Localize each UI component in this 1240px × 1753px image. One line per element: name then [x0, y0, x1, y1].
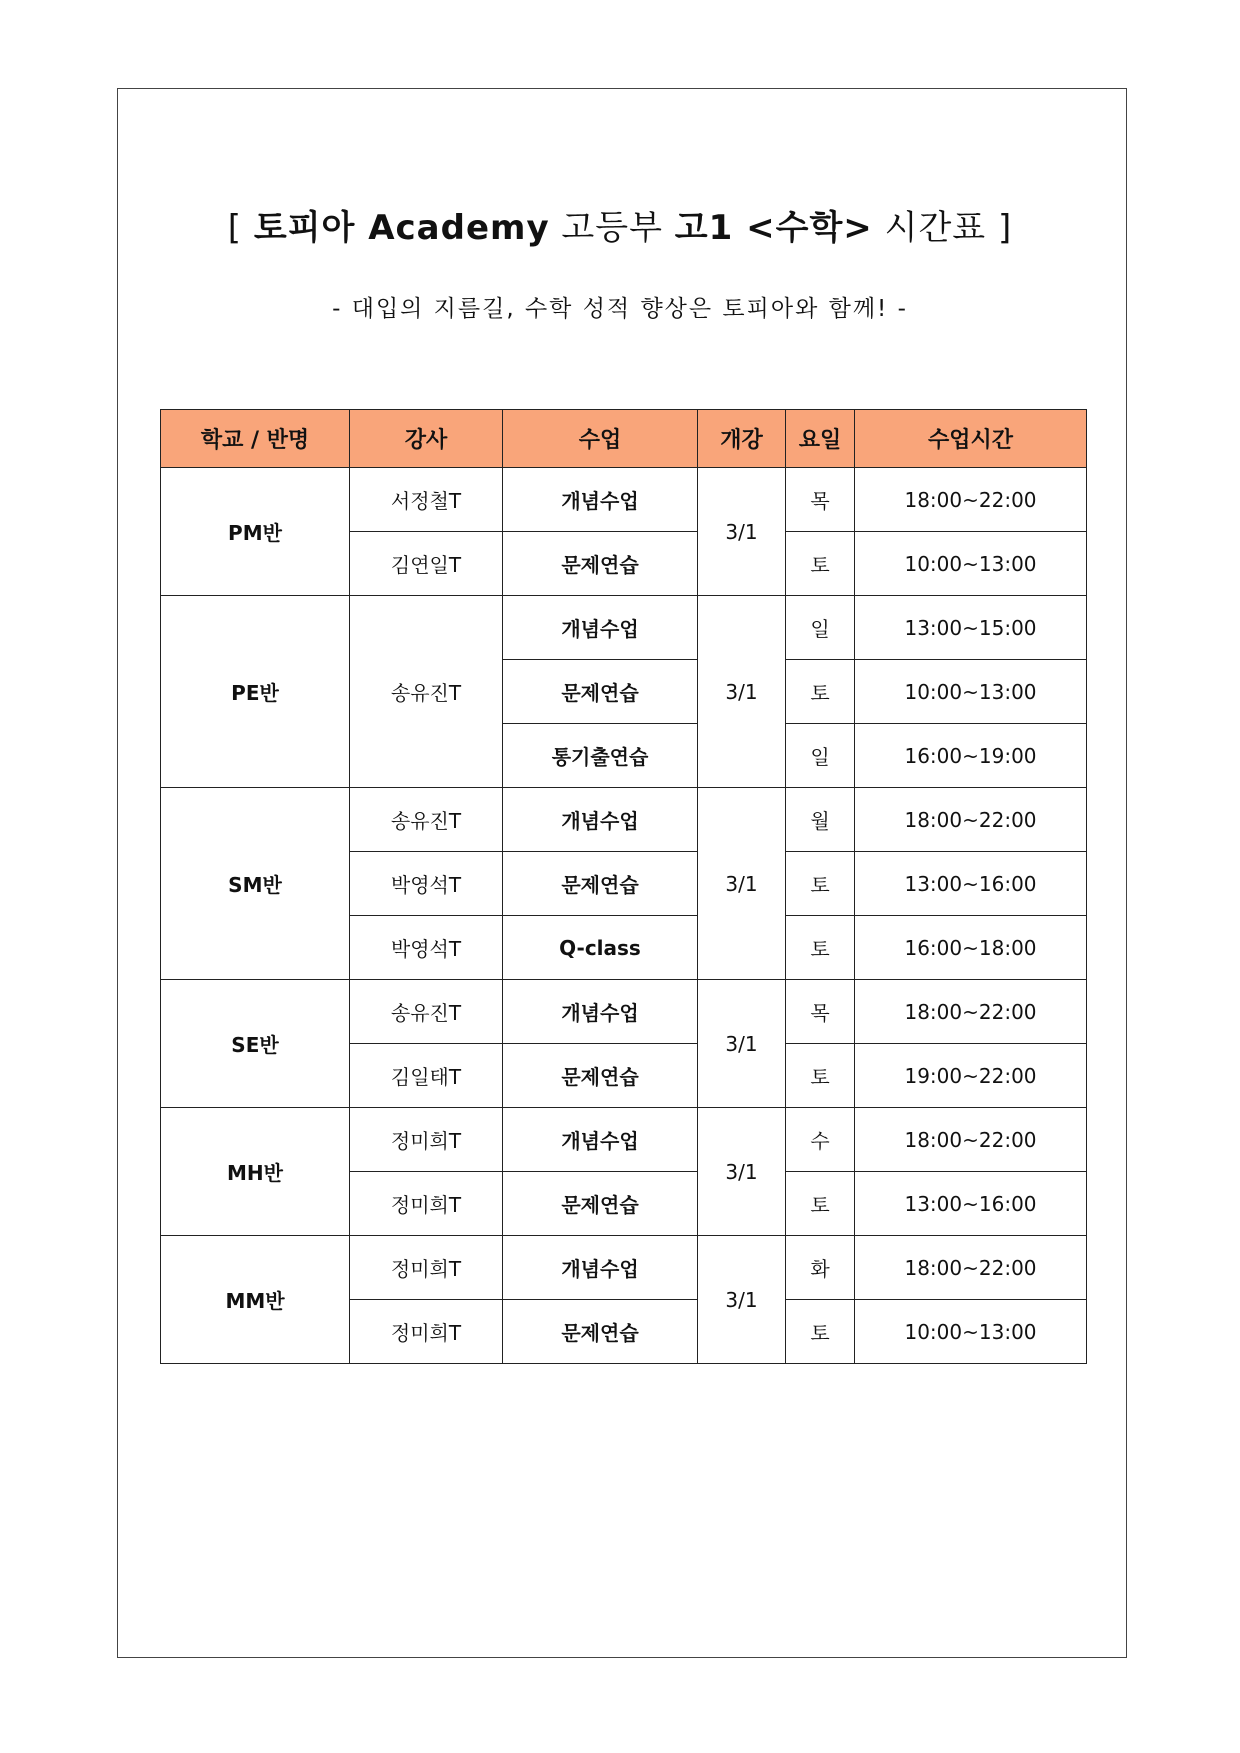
start-date-cell: 3/1	[698, 596, 786, 788]
time-cell: 18:00~22:00	[855, 468, 1087, 532]
time-cell: 10:00~13:00	[855, 532, 1087, 596]
header-teacher: 강사	[350, 410, 503, 468]
table-row	[161, 980, 1087, 1044]
day-cell: 토	[786, 1044, 855, 1108]
day-cell: 목	[786, 468, 855, 532]
day-cell: 화	[786, 1236, 855, 1300]
time-cell: 16:00~18:00	[855, 916, 1087, 980]
schedule-table	[160, 409, 1087, 1364]
class-name-cell: SE반	[161, 980, 350, 1108]
table-row	[161, 596, 1087, 660]
title-bracket-open: [	[227, 208, 254, 248]
start-date-cell: 3/1	[698, 1236, 786, 1364]
day-cell: 일	[786, 596, 855, 660]
teacher-cell: 박영석T	[350, 916, 503, 980]
title-brand: 토피아 Academy	[253, 208, 550, 248]
page-subtitle: - 대입의 지름길, 수학 성적 향상은 토피아와 함께! -	[332, 296, 908, 322]
time-cell: 10:00~13:00	[855, 1300, 1087, 1364]
lesson-cell: 개념수업	[503, 468, 698, 532]
lesson-cell: 문제연습	[503, 1044, 698, 1108]
lesson-cell: 문제연습	[503, 660, 698, 724]
lesson-cell: 문제연습	[503, 1300, 698, 1364]
title-grade-subject: 고1 <수학>	[674, 208, 873, 248]
teacher-cell: 정미희T	[350, 1236, 503, 1300]
lesson-cell: 문제연습	[503, 852, 698, 916]
title-bracket-close: ]	[997, 208, 1013, 248]
teacher-cell: 정미희T	[350, 1300, 503, 1364]
teacher-cell: 송유진T	[350, 980, 503, 1044]
time-cell: 13:00~15:00	[855, 596, 1087, 660]
time-cell: 16:00~19:00	[855, 724, 1087, 788]
day-cell: 토	[786, 660, 855, 724]
time-cell: 13:00~16:00	[855, 1172, 1087, 1236]
teacher-cell: 박영석T	[350, 852, 503, 916]
lesson-cell: 개념수업	[503, 596, 698, 660]
class-name-cell: MM반	[161, 1236, 350, 1364]
start-date-cell: 3/1	[698, 468, 786, 596]
lesson-cell: 문제연습	[503, 532, 698, 596]
day-cell: 토	[786, 1300, 855, 1364]
start-date-cell: 3/1	[698, 788, 786, 980]
lesson-cell: 개념수업	[503, 1108, 698, 1172]
table-row	[161, 1236, 1087, 1300]
teacher-cell: 서정철T	[350, 468, 503, 532]
day-cell: 수	[786, 1108, 855, 1172]
lesson-cell: 개념수업	[503, 1236, 698, 1300]
day-cell: 토	[786, 1172, 855, 1236]
lesson-cell: 개념수업	[503, 980, 698, 1044]
teacher-cell: 송유진T	[350, 596, 503, 788]
lesson-cell: 개념수업	[503, 788, 698, 852]
lesson-cell: 문제연습	[503, 1172, 698, 1236]
day-cell: 토	[786, 532, 855, 596]
time-cell: 13:00~16:00	[855, 852, 1087, 916]
class-name-cell: PE반	[161, 596, 350, 788]
day-cell: 일	[786, 724, 855, 788]
table-row	[161, 468, 1087, 532]
time-cell: 18:00~22:00	[855, 980, 1087, 1044]
lesson-cell: 통기출연습	[503, 724, 698, 788]
start-date-cell: 3/1	[698, 980, 786, 1108]
day-cell: 월	[786, 788, 855, 852]
start-date-cell: 3/1	[698, 1108, 786, 1236]
lesson-cell: Q-class	[503, 916, 698, 980]
time-cell: 18:00~22:00	[855, 788, 1087, 852]
teacher-cell: 송유진T	[350, 788, 503, 852]
teacher-cell: 김일태T	[350, 1044, 503, 1108]
table-row	[161, 1108, 1087, 1172]
time-cell: 10:00~13:00	[855, 660, 1087, 724]
class-name-cell: MH반	[161, 1108, 350, 1236]
teacher-cell: 정미희T	[350, 1172, 503, 1236]
teacher-cell: 정미희T	[350, 1108, 503, 1172]
time-cell: 19:00~22:00	[855, 1044, 1087, 1108]
teacher-cell: 김연일T	[350, 532, 503, 596]
header-time: 수업시간	[855, 410, 1087, 468]
day-cell: 토	[786, 852, 855, 916]
page-title	[0, 200, 1240, 249]
time-cell: 18:00~22:00	[855, 1236, 1087, 1300]
day-cell: 목	[786, 980, 855, 1044]
table-header-row	[161, 410, 1087, 468]
header-class: 학교 / 반명	[161, 410, 350, 468]
header-start: 개강	[698, 410, 786, 468]
table-row	[161, 788, 1087, 852]
title-division: 고등부	[549, 208, 675, 248]
day-cell: 토	[786, 916, 855, 980]
title-suffix: 시간표	[872, 208, 998, 248]
time-cell: 18:00~22:00	[855, 1108, 1087, 1172]
header-lesson: 수업	[503, 410, 698, 468]
class-name-cell: PM반	[161, 468, 350, 596]
header-day: 요일	[786, 410, 855, 468]
class-name-cell: SM반	[161, 788, 350, 980]
